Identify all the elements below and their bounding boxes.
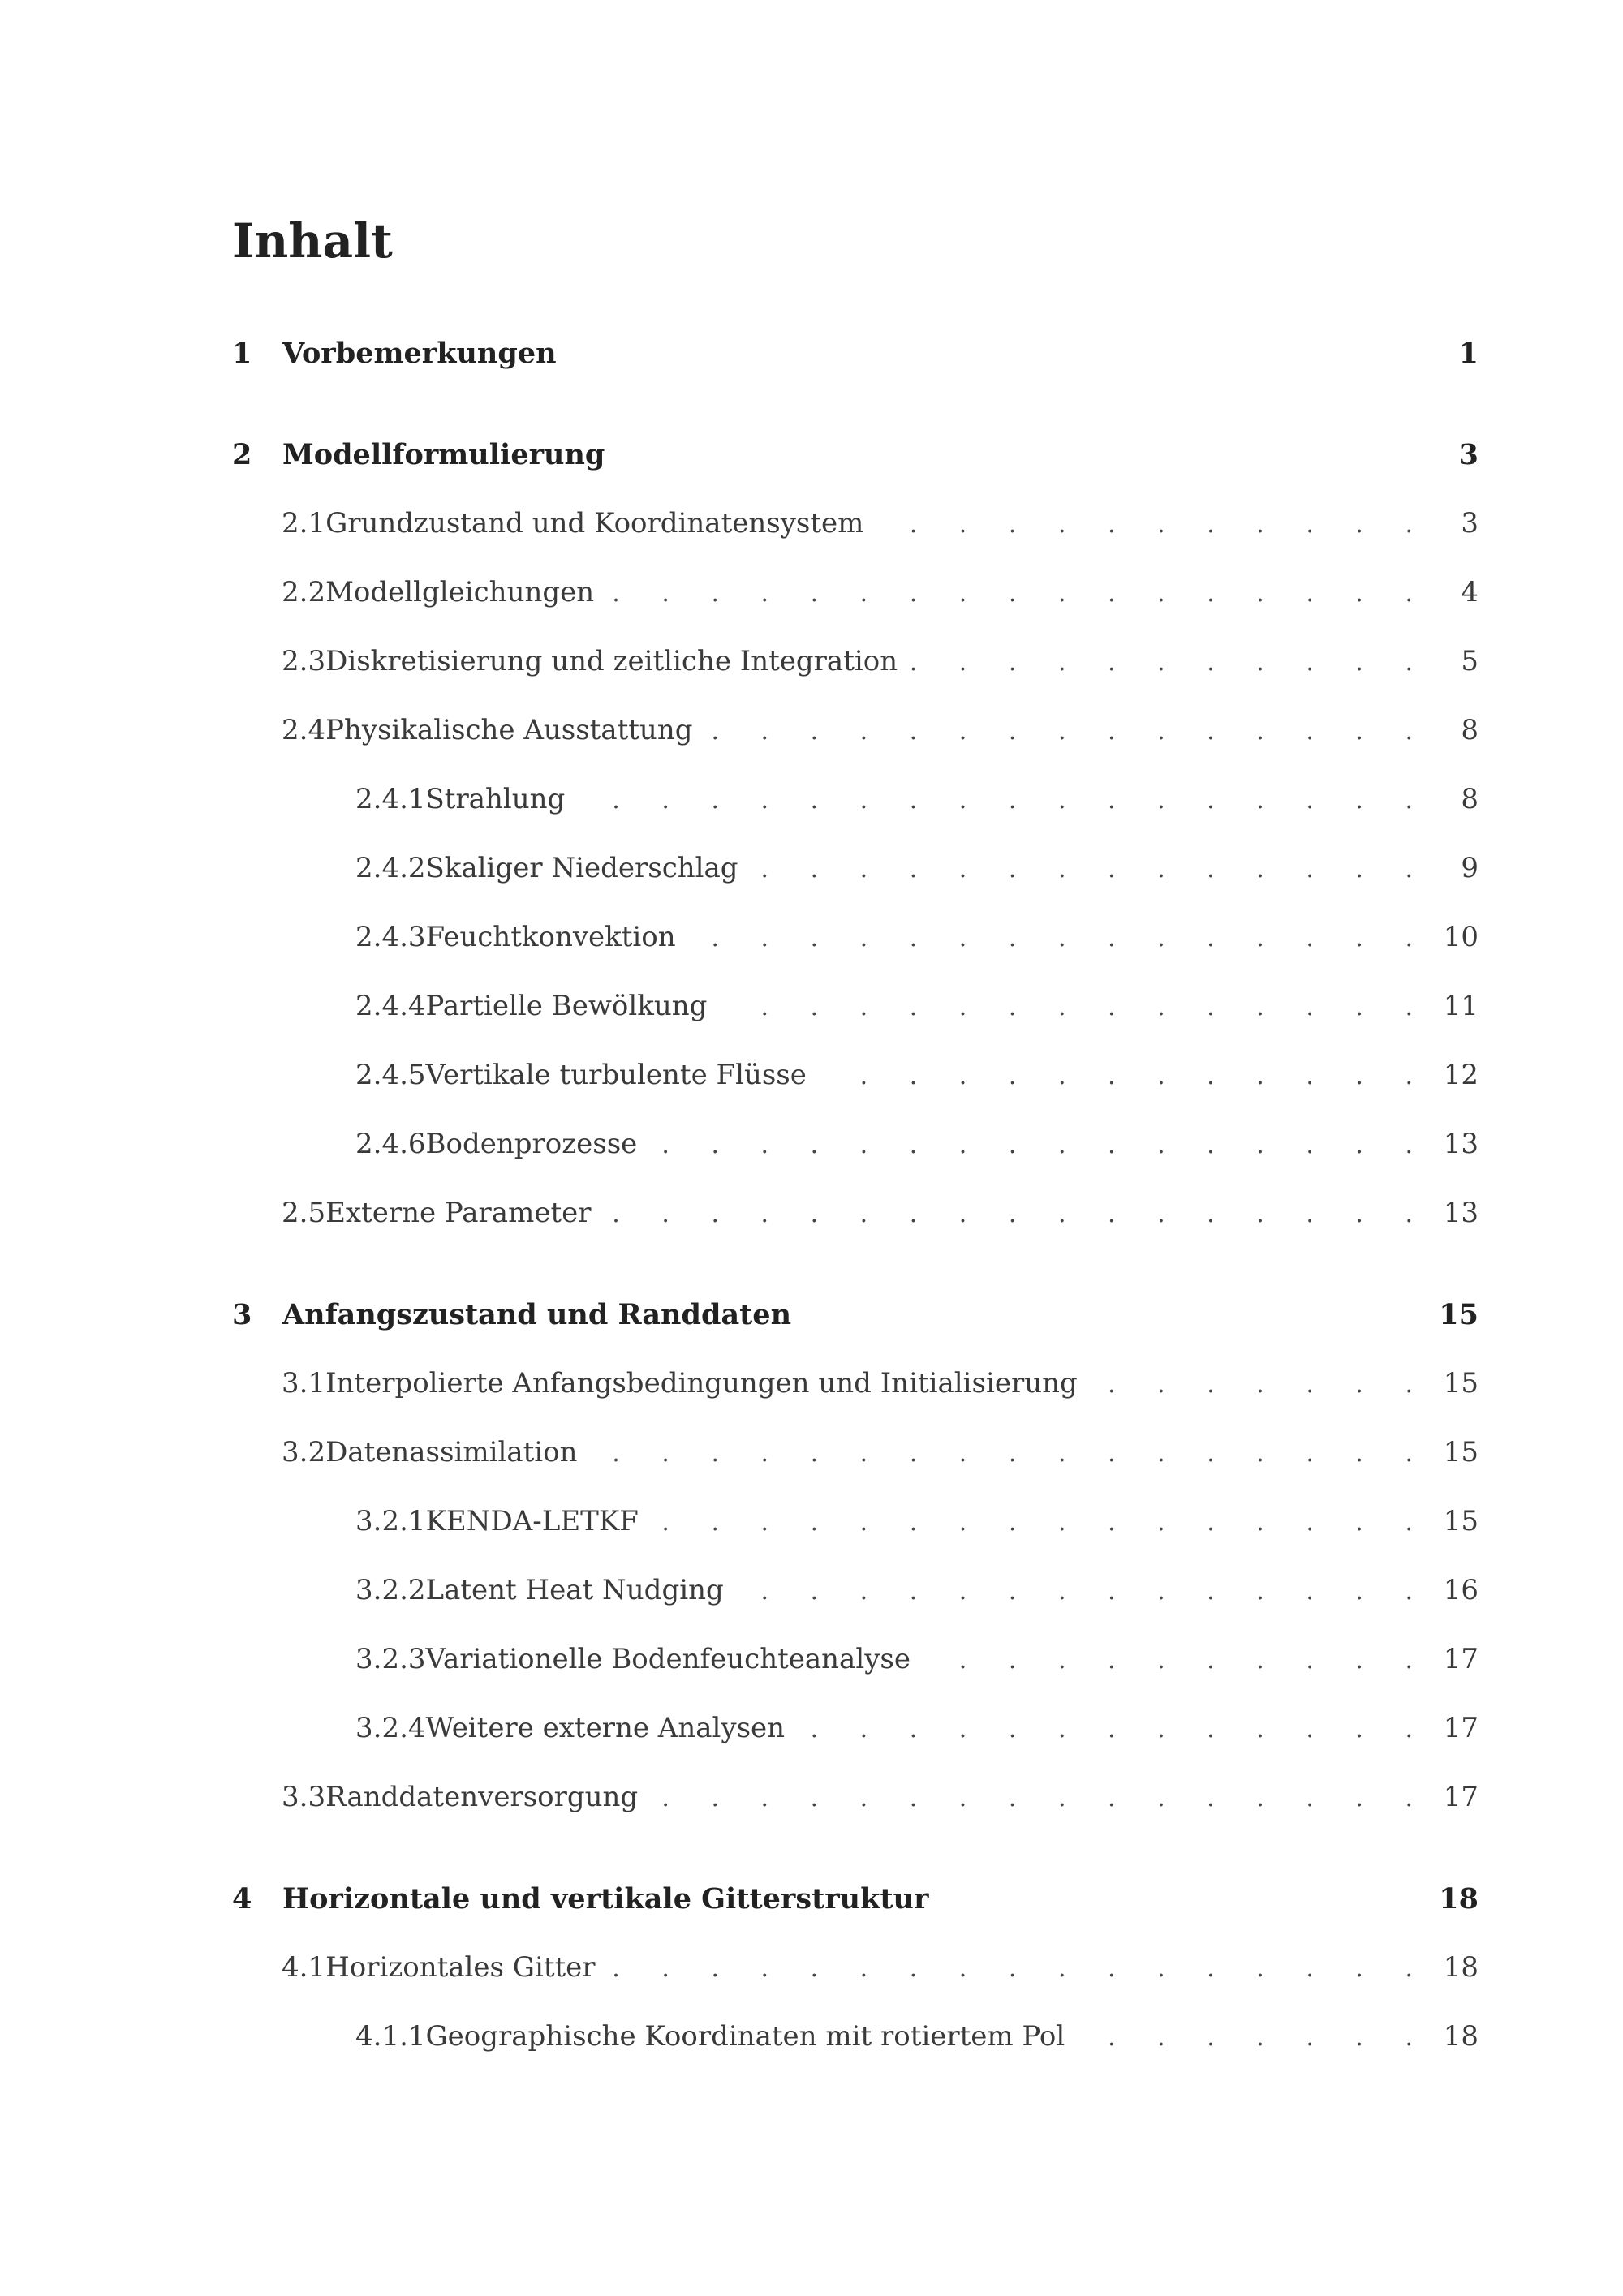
toc-section-2-3[interactable]: [282, 647, 1479, 675]
toc-leader-dots: [607, 582, 1430, 606]
toc-number: 3: [232, 1298, 252, 1331]
toc-label: KENDA-LETKF: [425, 1505, 639, 1537]
toc-subsection-2-4-5[interactable]: [355, 1061, 1479, 1089]
toc-label: Diskretisierung und zeitliche Integration: [325, 645, 898, 677]
toc-label: Partielle Bewölkung: [425, 990, 708, 1022]
toc-label: Horizontales Gitter: [325, 1951, 596, 1984]
toc-label: Randdatenversorgung: [325, 1781, 639, 1813]
toc-label: Weitere externe Analysen: [425, 1712, 786, 1744]
toc-page: 13: [1443, 1128, 1479, 1160]
toc-page: 16: [1443, 1574, 1479, 1606]
toc-leader-dots: [578, 789, 1430, 813]
toc-leader-dots: [1078, 2026, 1430, 2050]
toc-number: 2.4: [282, 714, 326, 746]
toc-page: 11: [1443, 990, 1479, 1022]
toc-section-3-2[interactable]: [282, 1438, 1479, 1466]
toc-page: 15: [1443, 1367, 1479, 1400]
toc-page: 10: [1443, 921, 1479, 953]
toc-number: 3.2.2: [355, 1574, 426, 1606]
toc-subsection-2-4-1[interactable]: [355, 785, 1479, 813]
toc-subsection-3-2-3[interactable]: [355, 1645, 1479, 1673]
toc-subsection-3-2-1[interactable]: [355, 1507, 1479, 1535]
toc-subsection-3-2-2[interactable]: [355, 1576, 1479, 1604]
toc-label: Latent Heat Nudging: [425, 1574, 724, 1606]
toc-section-2-5[interactable]: [282, 1199, 1479, 1227]
toc-page: 1: [1458, 337, 1479, 370]
toc-number: 2.1: [282, 507, 326, 540]
toc-leader-dots: [820, 1064, 1430, 1089]
toc-number: 3.1: [282, 1367, 326, 1400]
toc-page: 3: [1461, 507, 1479, 540]
toc-chapter-1[interactable]: [232, 339, 1479, 368]
toc-number: 2.3: [282, 645, 326, 677]
toc-label: Anfangszustand und Randdaten: [282, 1298, 792, 1331]
toc-label: Modellgleichungen: [325, 576, 595, 608]
toc-subsection-2-4-4[interactable]: [355, 992, 1479, 1020]
toc-label: Modellformulierung: [282, 438, 605, 471]
toc-number: 2.4.1: [355, 783, 426, 815]
toc-label: Externe Parameter: [325, 1197, 592, 1229]
toc-page: 12: [1443, 1059, 1479, 1091]
toc-chapter-4[interactable]: [232, 1882, 1479, 1915]
toc-leader-dots: [591, 1442, 1431, 1466]
toc-number: 2.4.5: [355, 1059, 426, 1091]
toc-page: 8: [1461, 783, 1479, 815]
toc-number: 1: [232, 337, 252, 370]
toc-label: Skaliger Niederschlag: [425, 852, 738, 884]
toc-subsection-2-4-2[interactable]: [355, 854, 1479, 882]
toc-label: Vertikale turbulente Flüsse: [425, 1059, 807, 1091]
toc-page: 18: [1439, 1882, 1479, 1915]
toc-leader-dots: [609, 1957, 1430, 1981]
toc-label: Strahlung: [425, 783, 566, 815]
toc-leader-dots: [706, 720, 1431, 744]
toc-leader-dots: [751, 858, 1430, 882]
toc-label: Interpolierte Anfangsbedingungen und Initialisierung: [325, 1367, 1078, 1400]
toc-section-2-4[interactable]: [282, 716, 1479, 744]
toc-number: 2.4.4: [355, 990, 426, 1022]
toc-number: 2.5: [282, 1197, 326, 1229]
toc-label: Grundzustand und Koordinatensystem: [325, 507, 864, 540]
toc-leader-dots: [923, 1649, 1430, 1673]
toc-label: Feuchtkonvektion: [425, 921, 676, 953]
toc-number: 4.1.1: [355, 2020, 426, 2053]
toc-page: 17: [1443, 1781, 1479, 1813]
toc-number: 3.2: [282, 1436, 326, 1468]
toc-leader-dots: [650, 1133, 1430, 1158]
toc-section-3-1[interactable]: [282, 1367, 1479, 1400]
toc-page: 3: [1458, 438, 1479, 471]
toc-leader-dots: [604, 1202, 1430, 1227]
toc-leader-dots: [798, 1718, 1430, 1742]
toc-section-2-2[interactable]: [282, 578, 1479, 606]
toc-page: 17: [1443, 1643, 1479, 1675]
toc-leader-dots: [720, 995, 1430, 1020]
page-title: Inhalt: [232, 213, 393, 269]
toc-leader-dots: [1091, 1373, 1430, 1397]
toc-leader-dots: [876, 513, 1430, 537]
toc-section-2-1[interactable]: [282, 507, 1479, 540]
toc-label: Vorbemerkungen: [282, 337, 557, 370]
toc-subsection-3-2-4[interactable]: [355, 1714, 1479, 1742]
toc-label: Variationelle Bodenfeuchteanalyse: [425, 1643, 911, 1675]
toc-number: 2: [232, 438, 252, 471]
toc-number: 2.4.2: [355, 852, 426, 884]
toc-page: 5: [1461, 645, 1479, 677]
toc-section-4-1[interactable]: [282, 1951, 1479, 1984]
toc-chapter-2[interactable]: [232, 438, 1479, 471]
toc-page: 8: [1461, 714, 1479, 746]
toc-label: Bodenprozesse: [425, 1128, 638, 1160]
toc-page: 15: [1439, 1298, 1479, 1331]
toc-number: 4.1: [282, 1951, 326, 1984]
toc-page: 18: [1443, 1951, 1479, 1984]
toc-page: 4: [1461, 576, 1479, 608]
toc-number: 3.2.4: [355, 1712, 426, 1744]
toc-number: 4: [232, 1882, 252, 1915]
toc-subsection-2-4-3[interactable]: [355, 923, 1479, 951]
toc-leader-dots: [737, 1580, 1430, 1604]
toc-leader-dots: [651, 1786, 1430, 1811]
toc-subsection-4-1-1[interactable]: [355, 2020, 1479, 2053]
toc-number: 3.3: [282, 1781, 326, 1813]
toc-number: 3.2.1: [355, 1505, 426, 1537]
toc-section-3-3[interactable]: [282, 1783, 1479, 1811]
toc-chapter-3[interactable]: [232, 1298, 1479, 1331]
toc-label: Geographische Koordinaten mit rotiertem Pol: [425, 2020, 1065, 2053]
toc-number: 2.2: [282, 576, 326, 608]
toc-page: 15: [1443, 1436, 1479, 1468]
toc-leader-dots: [652, 1511, 1430, 1535]
toc-page: 18: [1443, 2020, 1479, 2053]
toc-subsection-2-4-6[interactable]: [355, 1130, 1479, 1158]
toc-label: Datenassimilation: [325, 1436, 578, 1468]
toc-page: 17: [1443, 1712, 1479, 1744]
toc-leader-dots: [689, 927, 1430, 951]
toc-number: 3.2.3: [355, 1643, 426, 1675]
toc-label: Horizontale und vertikale Gitterstruktur: [282, 1882, 929, 1915]
toc-number: 2.4.3: [355, 921, 426, 953]
toc-page: 9: [1461, 852, 1479, 884]
toc-label: Physikalische Ausstattung: [325, 714, 693, 746]
toc-page: 13: [1443, 1197, 1479, 1229]
toc-page: 15: [1443, 1505, 1479, 1537]
toc-number: 2.4.6: [355, 1128, 426, 1160]
toc-leader-dots: [911, 651, 1430, 675]
